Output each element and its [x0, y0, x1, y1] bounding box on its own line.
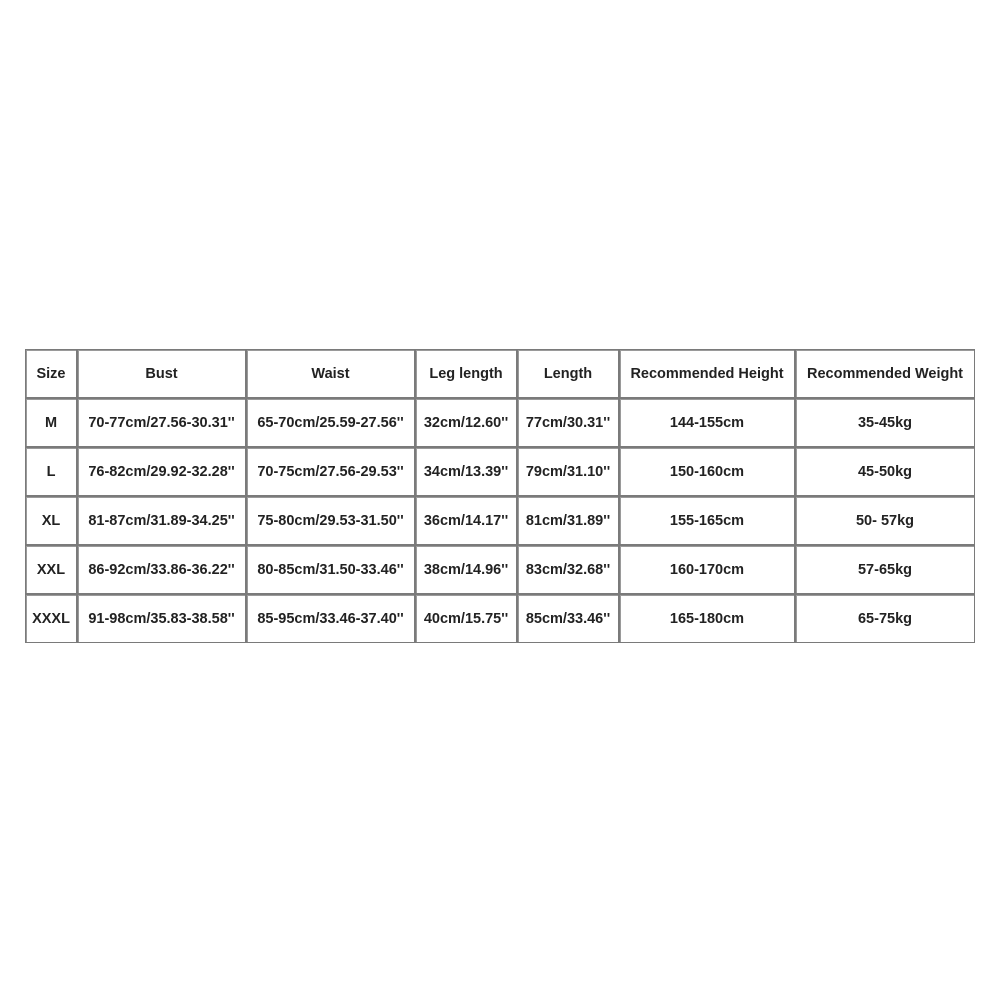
- cell-recommended-weight: 45-50kg: [796, 448, 974, 497]
- cell-size: XL: [26, 497, 78, 546]
- cell-recommended-weight: 65-75kg: [796, 595, 974, 642]
- table-row: [26, 448, 974, 497]
- cell-leg-length: 36cm/14.17'': [416, 497, 518, 546]
- cell-recommended-height: 165-180cm: [620, 595, 796, 642]
- size-chart-table: [25, 349, 975, 643]
- cell-size: M: [26, 399, 78, 448]
- cell-recommended-weight: 35-45kg: [796, 399, 974, 448]
- cell-length: 85cm/33.46'': [518, 595, 620, 642]
- header-leg-length: Leg length: [416, 350, 518, 399]
- cell-length: 83cm/32.68'': [518, 546, 620, 595]
- header-recommended-weight: Recommended Weight: [796, 350, 974, 399]
- cell-length: 81cm/31.89'': [518, 497, 620, 546]
- cell-leg-length: 38cm/14.96'': [416, 546, 518, 595]
- cell-leg-length: 32cm/12.60'': [416, 399, 518, 448]
- cell-size: XXL: [26, 546, 78, 595]
- table-row: [26, 546, 974, 595]
- header-recommended-height: Recommended Height: [620, 350, 796, 399]
- header-waist: Waist: [247, 350, 416, 399]
- header-bust: Bust: [78, 350, 247, 399]
- cell-waist: 85-95cm/33.46-37.40'': [247, 595, 416, 642]
- table-row: [26, 399, 974, 448]
- table-row: [26, 595, 974, 642]
- table-header-row: [26, 350, 974, 399]
- cell-leg-length: 40cm/15.75'': [416, 595, 518, 642]
- cell-recommended-height: 150-160cm: [620, 448, 796, 497]
- cell-recommended-height: 155-165cm: [620, 497, 796, 546]
- cell-waist: 70-75cm/27.56-29.53'': [247, 448, 416, 497]
- cell-recommended-height: 144-155cm: [620, 399, 796, 448]
- cell-bust: 91-98cm/35.83-38.58'': [78, 595, 247, 642]
- cell-waist: 65-70cm/25.59-27.56'': [247, 399, 416, 448]
- cell-size: L: [26, 448, 78, 497]
- cell-waist: 80-85cm/31.50-33.46'': [247, 546, 416, 595]
- table-row: [26, 497, 974, 546]
- cell-size: XXXL: [26, 595, 78, 642]
- cell-bust: 76-82cm/29.92-32.28'': [78, 448, 247, 497]
- header-length: Length: [518, 350, 620, 399]
- cell-leg-length: 34cm/13.39'': [416, 448, 518, 497]
- cell-recommended-height: 160-170cm: [620, 546, 796, 595]
- header-size: Size: [26, 350, 78, 399]
- cell-recommended-weight: 50- 57kg: [796, 497, 974, 546]
- cell-bust: 70-77cm/27.56-30.31'': [78, 399, 247, 448]
- cell-waist: 75-80cm/29.53-31.50'': [247, 497, 416, 546]
- cell-recommended-weight: 57-65kg: [796, 546, 974, 595]
- cell-length: 77cm/30.31'': [518, 399, 620, 448]
- cell-bust: 86-92cm/33.86-36.22'': [78, 546, 247, 595]
- cell-length: 79cm/31.10'': [518, 448, 620, 497]
- cell-bust: 81-87cm/31.89-34.25'': [78, 497, 247, 546]
